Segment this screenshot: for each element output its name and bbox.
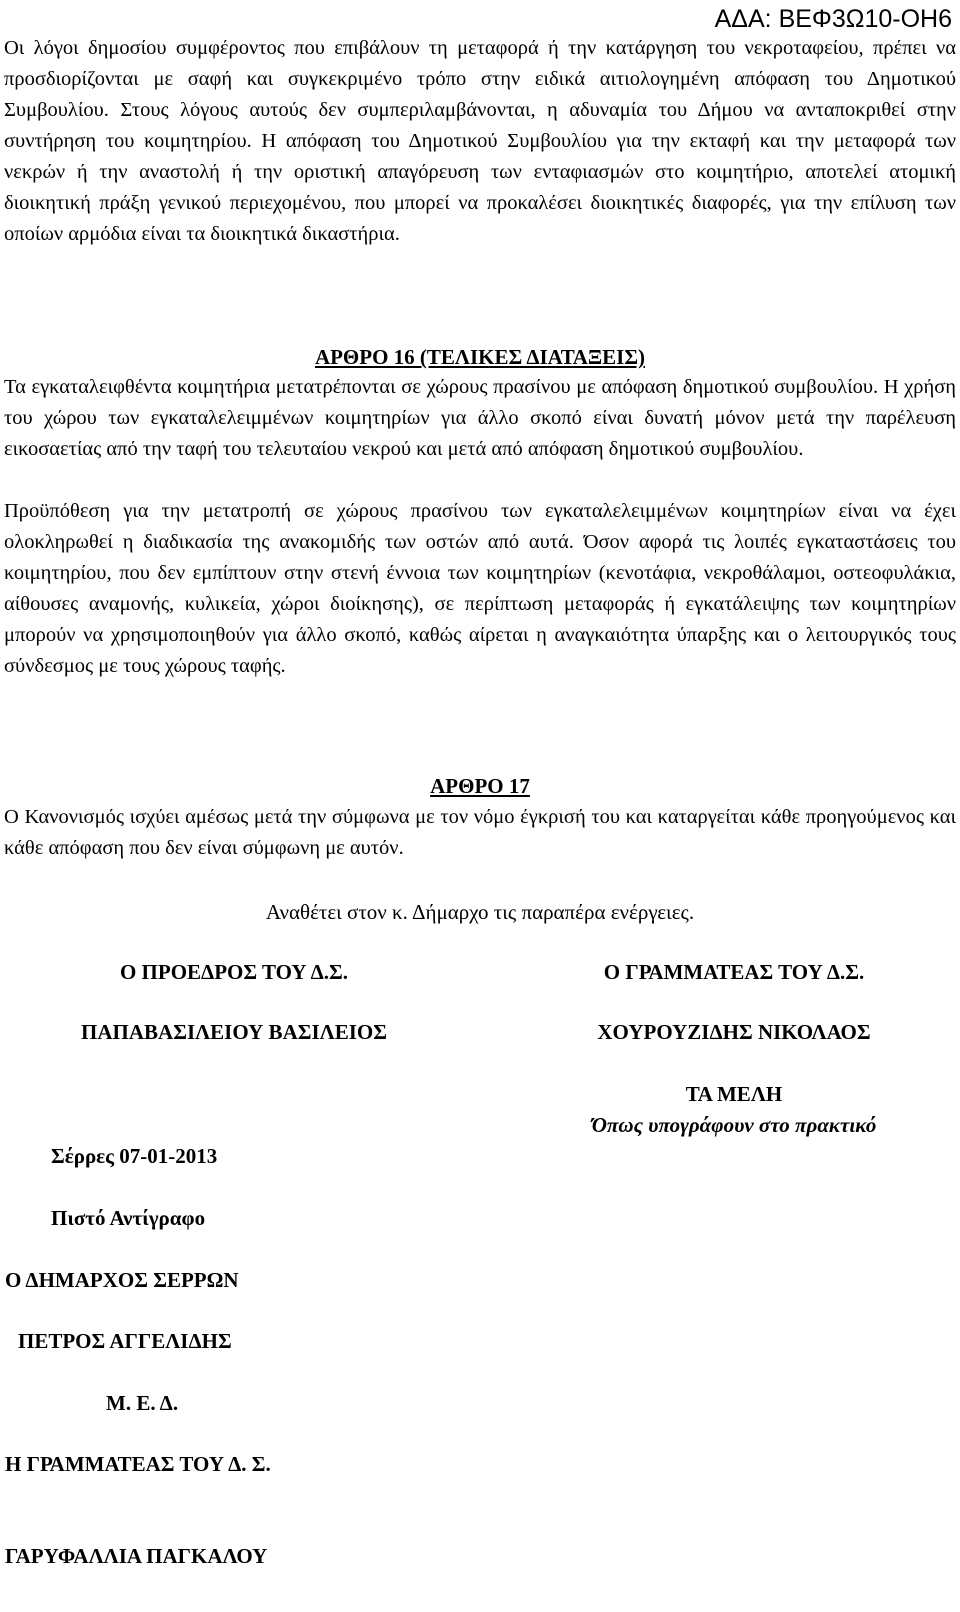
mayor-title: Ο ΔΗΜΑΡΧΟΣ ΣΕΡΡΩΝ [5, 1268, 239, 1292]
mayor-name: ΠΕΤΡΟΣ ΑΓΓΕΛΙΔΗΣ [18, 1329, 232, 1353]
president-title: Ο ΠΡΟΕΔΡΟΣ ΤΟΥ Δ.Σ. [119, 960, 349, 984]
president-name: ΠΑΠΑΒΑΣΙΛΕΙΟΥ ΒΑΣΙΛΕΙΟΣ [81, 1020, 387, 1044]
members-note: Όπως υπογράφουν στο πρακτικό [591, 1113, 877, 1137]
paragraph-regulation-validity: Ο Κανονισμός ισχύει αμέσως μετά την σύμφωνα με τον νόμο έγκρισή του και καταργείται κάθε προηγούμενος και κάθε απόφαση που δεν είναι σύμφωνη με αυτόν. [4, 806, 956, 859]
members-title: ΤΑ ΜΕΛΗ [685, 1082, 783, 1106]
true-copy-label: Πιστό Αντίγραφο [51, 1206, 206, 1230]
secretary-title: Ο ΓΡΑΜΜΑΤΕΑΣ ΤΟΥ Δ.Σ. [603, 960, 865, 984]
paragraph-public-interest: Οι λόγοι δημοσίου συμφέροντος που επιβάλουν τη μεταφορά ή την κατάργηση του νεκροταφείου, πρέπει να προσδιορίζονται με σαφή και συγκεκριμένο τρόπο στην ειδικά αιτιολογημένη απόφαση του Δημοτικού Συμβουλίου. Στους λόγους αυτούς δεν συμπεριλαμβάνονται, η αδυναμία του Δήμου να ανταποκριθεί στην συντήρηση του κοιμητηρίου. Η απόφαση του Δημοτικού Συμβουλίου για την εκταφή και την μεταφορά των νεκρών ή την αναστολή ή την οριστική απαγόρευση των ενταφιασμών στο κοιμητήριο, αποτελεί ατομική διοικητική πράξη γενικού περιεχομένου, που μπορεί να προκαλέσει διοικητικές διαφορές, για την επίλυση των οποίων αρμόδια είναι τα διοικητικά δικαστήρια. [4, 37, 956, 245]
article-17-heading: ΑΡΘΡΟ 17 [430, 774, 530, 798]
med-label: Μ. Ε. Δ. [106, 1391, 179, 1415]
clerk-name: ΓΑΡΥΦΑΛΛΙΑ ΠΑΓΚΑΛΟΥ [5, 1544, 268, 1568]
ada-code: ΑΔΑ: ΒΕΦ3Ω10-ΟΗ6 [714, 5, 952, 33]
article-16-heading: ΑΡΘΡΟ 16 (ΤΕΛΙΚΕΣ ΔΙΑΤΑΞΕΙΣ) [314, 345, 646, 369]
assignment-line: Αναθέτει στον κ. Δήμαρχο τις παραπέρα ενέργειες. [265, 900, 695, 924]
place-date: Σέρρες 07-01-2013 [51, 1144, 218, 1168]
secretary-name: ΧΟΥΡΟΥΖΙΔΗΣ ΝΙΚΟΛΑΟΣ [597, 1020, 871, 1044]
clerk-title: Η ΓΡΑΜΜΑΤΕΑΣ ΤΟΥ Δ. Σ. [5, 1452, 271, 1476]
paragraph-abandoned-cemeteries: Τα εγκαταλειφθέντα κοιμητήρια μετατρέπονται σε χώρους πρασίνου με απόφαση δημοτικού συμβουλίου. Η χρήση του χώρου των εγκαταλελειμμένων κοιμητηρίων για άλλο σκοπό είναι δυνατή μόνον μετά την παρέλευση εικοσαετίας από την ταφή του τελευταίου νεκρού και μετά από απόφαση δημοτικού συμβουλίου. [4, 376, 956, 460]
paragraph-green-space-conversion: Προϋπόθεση για την μετατροπή σε χώρους πρασίνου των εγκαταλελειμμένων κοιμητηρίων είναι να έχει ολοκληρωθεί η διαδικασία της ανακομιδής των οστών από αυτά. Όσον αφορά τις λοιπές εγκαταστάσεις του κοιμητηρίου, που δεν εμπίπτουν στην στενή έννοια των κοιμητηρίων (κενοτάφια, νεκροθάλαμοι, οστεοφυλάκια, αίθουσες αναμονής, κυλικεία, χώροι διοίκησης), σε περίπτωση μεταφοράς ή εγκατάλειψης των κοιμητηρίων μπορούν να χρησιμοποιηθούν για άλλο σκοπό, καθώς αίρεται η αναγκαιότητα ύπαρξης και ο λειτουργικός τους σύνδεσμος με τους χώρους ταφής. [4, 500, 956, 677]
